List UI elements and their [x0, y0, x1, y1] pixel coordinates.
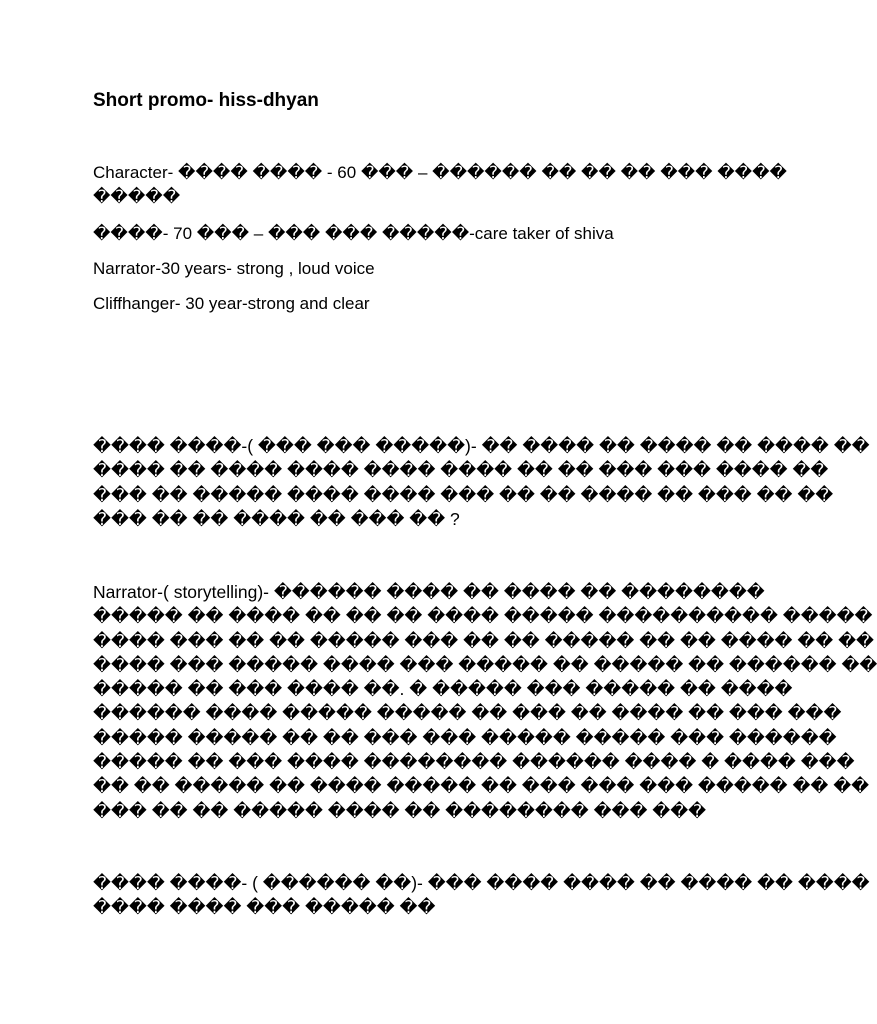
- paragraph-line: ��� �� �� ����� ���� �� �������� ��� ���: [93, 800, 707, 821]
- paragraph-line: Narrator-( storytelling)- ������ ���� �� ���� �� ��������: [93, 582, 765, 602]
- paragraph-line: ���� ���� ��� ����� ��: [93, 897, 436, 918]
- paragraph-line: ��� �� �� ���� �� ��� �� ?: [93, 508, 460, 529]
- dialogue-paragraph-1: [93, 434, 870, 531]
- paragraph-line: ���� ����-( ��� ��� �����)- �� ���� �� ���� �� ���� ��: [93, 436, 870, 456]
- character-line-1: Character- ���� ���� - 60 ��� – ������ �� �� �� ��� ����: [93, 163, 787, 182]
- document-title: Short promo- hiss-dhyan: [93, 90, 319, 111]
- paragraph-line: ����� �� ��� ���� ��. � ����� ��� ����� �� ����: [93, 679, 793, 700]
- dialogue-paragraph-2: [93, 871, 870, 920]
- paragraph-line: ���� ��� �� �� ����� ��� �� �� ����� �� �� ���� �� ��: [93, 630, 874, 651]
- paragraph-line: ���� �� ���� ���� ���� ���� �� �� ��� ��� ���� ��: [93, 460, 829, 481]
- paragraph-line: ����� ����� �� �� ��� ��� ����� ����� ��� ������: [93, 727, 837, 748]
- narrator-character-line: Narrator-30 years- strong , loud voice: [93, 259, 375, 278]
- paragraph-line: ����� �� ��� ���� �������� ������ ���� � ���� ���: [93, 752, 855, 773]
- paragraph-line: ���� ��� ����� ���� ��� ����� �� ����� �� ������ ��: [93, 654, 877, 675]
- paragraph-line: ����� �� ���� �� �� �� ���� ����� ���������� �����: [93, 606, 873, 627]
- character-line-1-wrap: �����: [93, 187, 181, 206]
- paragraph-line: �� �� ����� �� ���� ����� �� ��� ��� ��� ����� �� ��: [93, 776, 870, 797]
- paragraph-line: ��� �� ����� ���� ���� ��� �� �� ���� �� ��� �� ��: [93, 484, 834, 505]
- character-line-2: ����- 70 ��� – ��� ��� �����-care taker of shiva: [93, 224, 614, 243]
- cliffhanger-character-line: Cliffhanger- 30 year-strong and clear: [93, 294, 370, 313]
- paragraph-line: ���� ����- ( ������ ��)- ��� ���� ���� �� ���� �� ����: [93, 873, 870, 893]
- narration-paragraph: [93, 580, 877, 823]
- paragraph-line: ������ ���� ����� ����� �� ��� �� ���� �� ��� ���: [93, 703, 842, 724]
